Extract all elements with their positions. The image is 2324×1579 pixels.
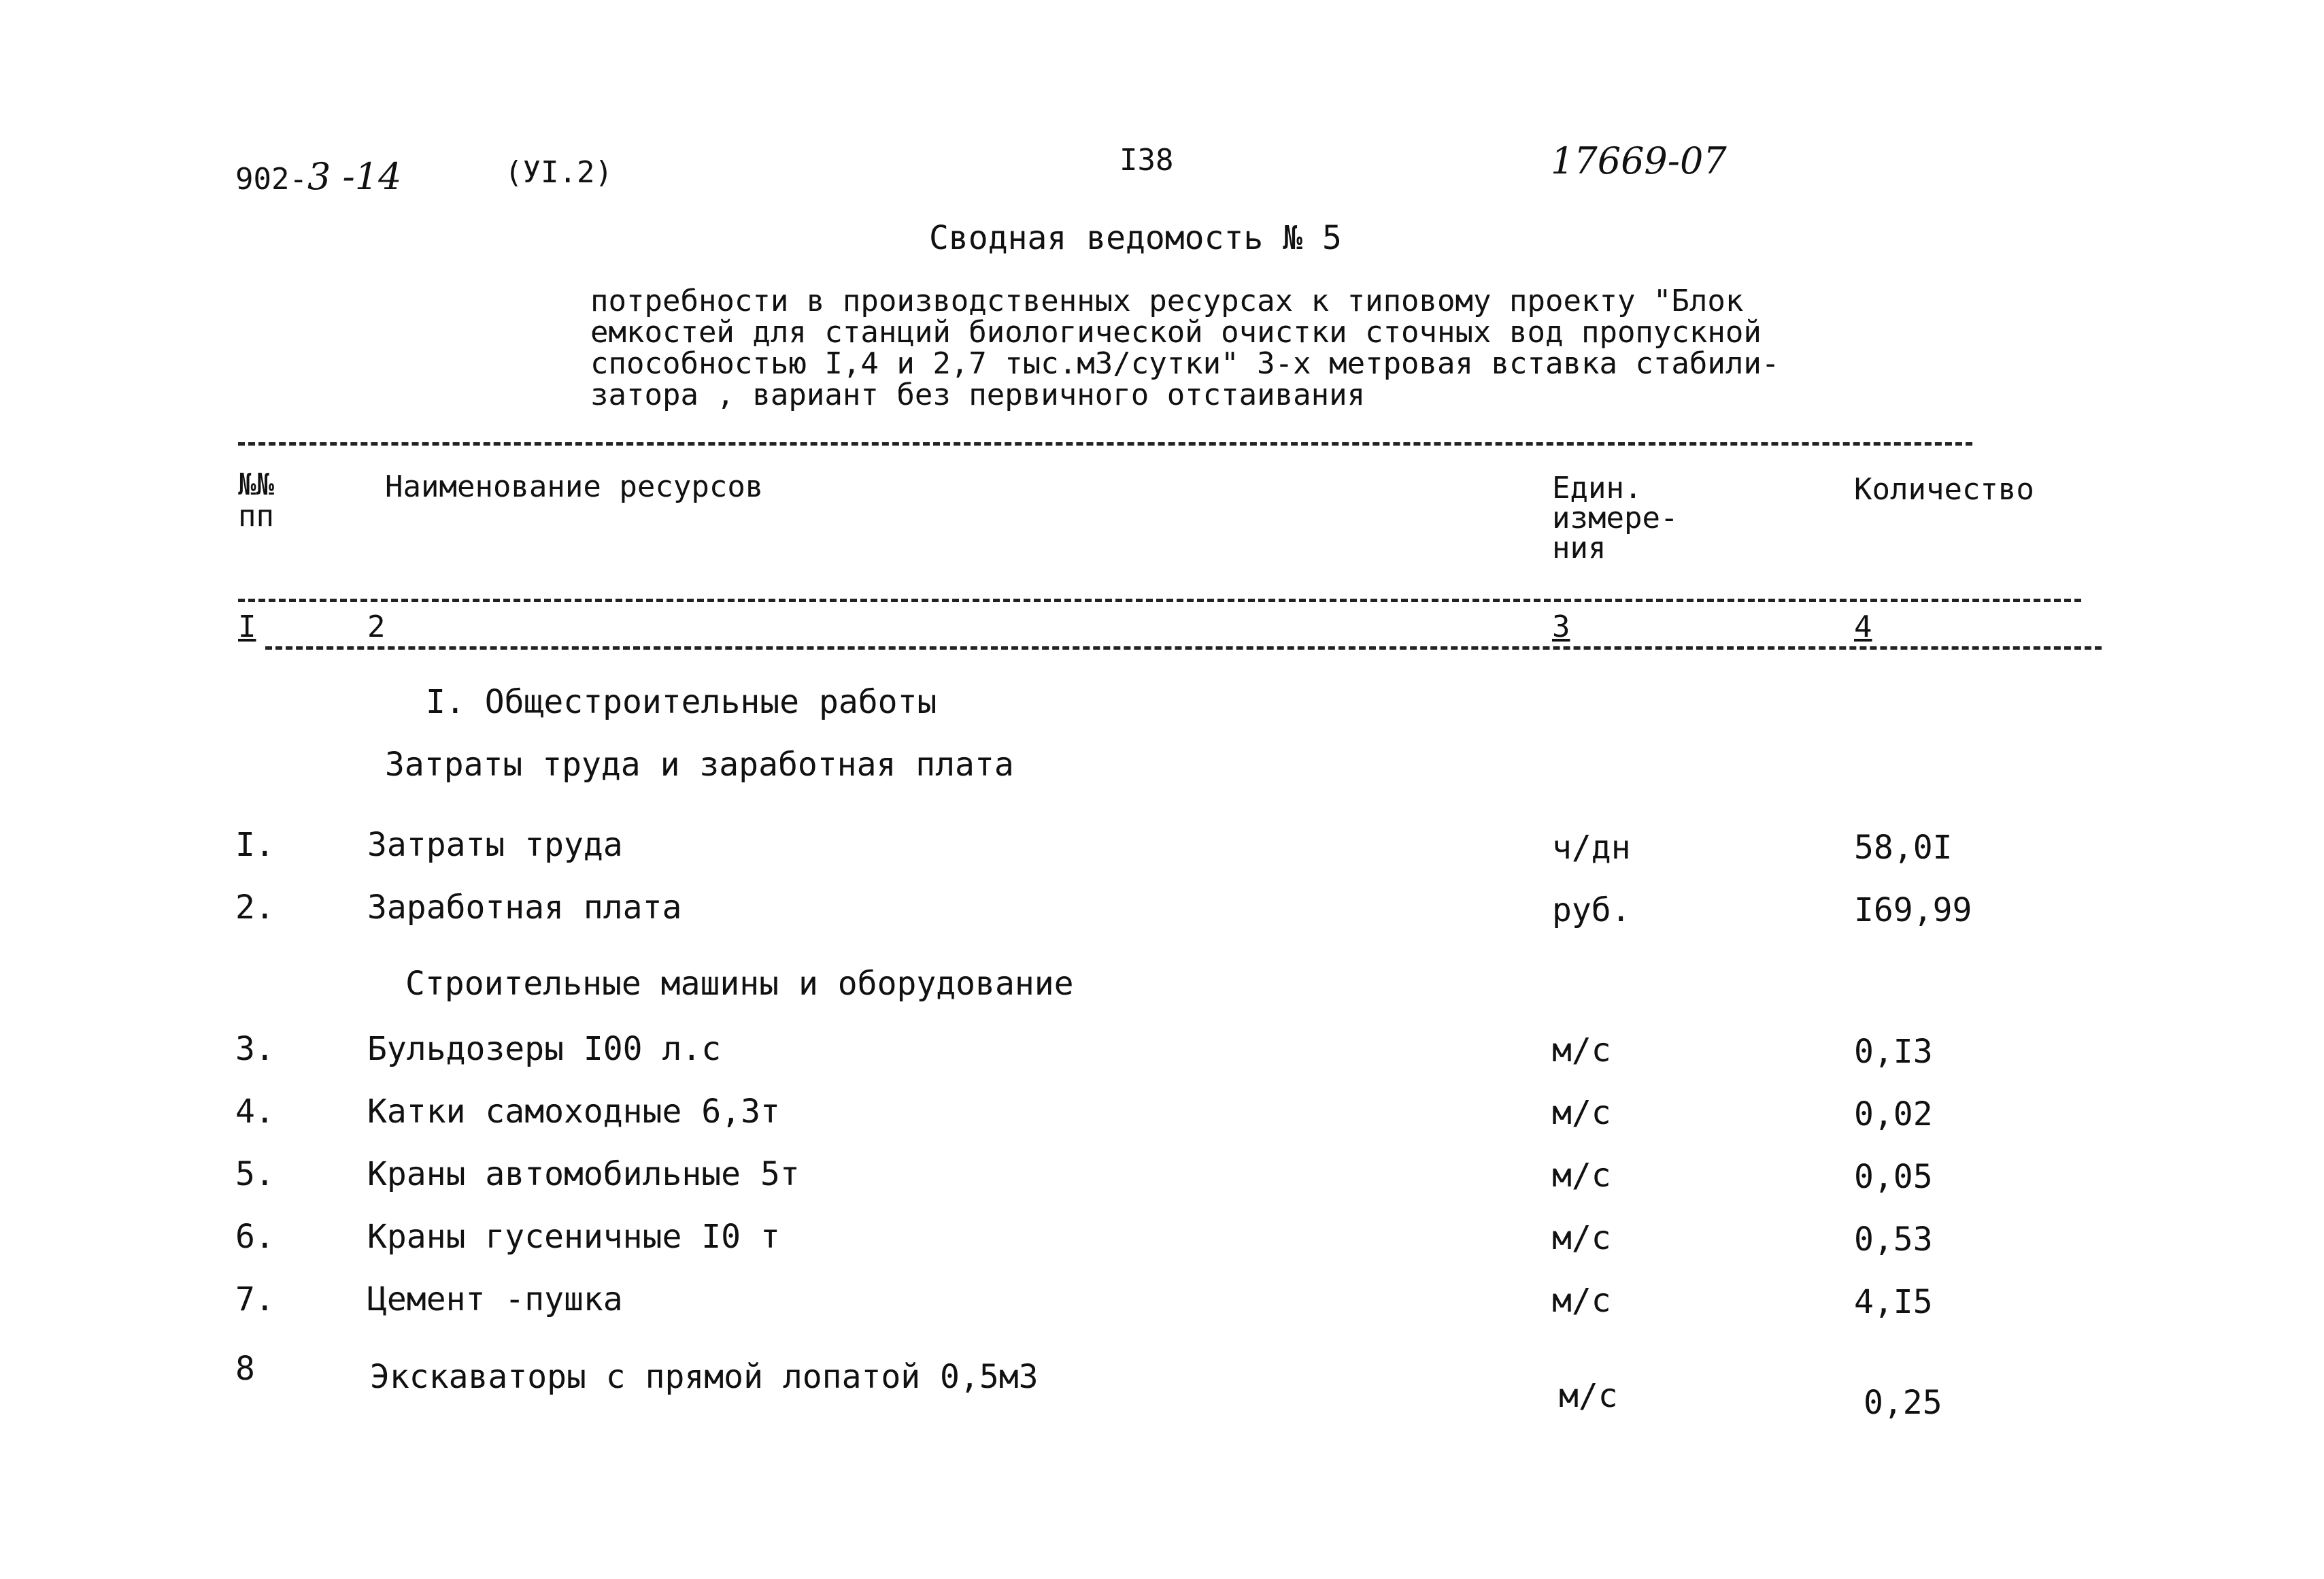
header-num-line: №№ xyxy=(238,467,274,502)
section-title: I. Общестроительные работы xyxy=(426,683,937,721)
row-qty: I69,99 xyxy=(1854,891,1972,929)
row-qty: 0,25 xyxy=(1864,1384,1942,1422)
section-code: (УI.2) xyxy=(505,155,613,190)
statement-heading: Сводная ведомость № 5 xyxy=(929,219,1342,257)
header-unit-line: измере- xyxy=(1552,501,1679,535)
row-unit: м/с xyxy=(1559,1377,1618,1415)
subsection-machines: Строительные машины и оборудование xyxy=(405,965,1074,1003)
description-line: способностью I,4 и 2,7 тыс.м3/сутки" 3-х метровая вставка стабили- xyxy=(590,346,1780,381)
row-name: Цемент -пушка xyxy=(367,1280,623,1318)
row-unit: руб. xyxy=(1552,891,1631,929)
statement-description xyxy=(590,286,1779,411)
description-line: затора , вариант без первичного отстаивания xyxy=(590,378,1366,412)
header-unit-line: Един. xyxy=(1552,471,1643,505)
header-unit-line: ния xyxy=(1552,531,1606,565)
row-unit: ч/дн xyxy=(1552,829,1631,867)
row-num: 3. xyxy=(235,1030,275,1068)
row-name: Заработная плата xyxy=(367,888,682,927)
row-name: Краны гусеничные I0 т xyxy=(367,1218,780,1256)
document-code xyxy=(235,155,401,198)
description-line: емкостей для станций биологической очистки сточных вод пропускной xyxy=(590,315,1762,350)
table-header-rule xyxy=(238,599,2081,602)
column-number-1: I xyxy=(238,610,256,644)
document-code-prefix: 902- xyxy=(235,162,307,197)
row-num: 6. xyxy=(235,1218,275,1256)
row-num: 4. xyxy=(235,1093,275,1131)
document-code-handwritten: 3 -14 xyxy=(307,155,402,198)
row-num: 2. xyxy=(235,888,275,927)
row-unit: м/с xyxy=(1552,1219,1611,1257)
row-qty: 58,0I xyxy=(1854,829,1953,867)
header-num-line: пп xyxy=(238,499,274,533)
row-unit: м/с xyxy=(1552,1157,1611,1195)
row-name: Затраты труда xyxy=(367,826,623,864)
row-name: Бульдозеры I00 л.с xyxy=(367,1030,722,1068)
row-name: Экскаваторы с прямой лопатой 0,5м3 xyxy=(370,1358,1039,1396)
row-num: 7. xyxy=(235,1280,275,1318)
row-name: Катки самоходные 6,3т xyxy=(367,1093,780,1131)
row-qty: 4,I5 xyxy=(1854,1283,1933,1321)
row-qty: 0,02 xyxy=(1854,1095,1933,1133)
header-name: Наименование ресурсов xyxy=(385,469,764,504)
row-unit: м/с xyxy=(1552,1031,1611,1069)
row-unit: м/с xyxy=(1552,1282,1611,1320)
table-top-rule xyxy=(238,442,1972,446)
stamp-number: 17669-07 xyxy=(1551,139,1727,182)
row-name: Краны автомобильные 5т xyxy=(367,1155,800,1193)
column-numbers-rule xyxy=(265,646,2102,650)
description-line: потребности в производственных ресурсах к типовому проекту "Блок xyxy=(590,284,1744,318)
header-unit xyxy=(1552,473,1678,563)
column-number-3: 3 xyxy=(1552,610,1570,644)
row-num: I. xyxy=(235,826,275,864)
row-qty: 0,05 xyxy=(1854,1158,1933,1196)
subsection-labor: Затраты труда и заработная плата xyxy=(385,746,1014,784)
page-number: I38 xyxy=(1119,143,1174,178)
row-num: 8 xyxy=(235,1350,255,1388)
row-unit: м/с xyxy=(1552,1094,1611,1132)
row-num: 5. xyxy=(235,1155,275,1193)
header-qty: Количество xyxy=(1854,472,2034,507)
column-number-2: 2 xyxy=(367,610,386,644)
column-number-4: 4 xyxy=(1854,610,1872,644)
row-qty: 0,53 xyxy=(1854,1220,1933,1259)
header-num xyxy=(238,469,274,532)
row-qty: 0,I3 xyxy=(1854,1033,1933,1071)
